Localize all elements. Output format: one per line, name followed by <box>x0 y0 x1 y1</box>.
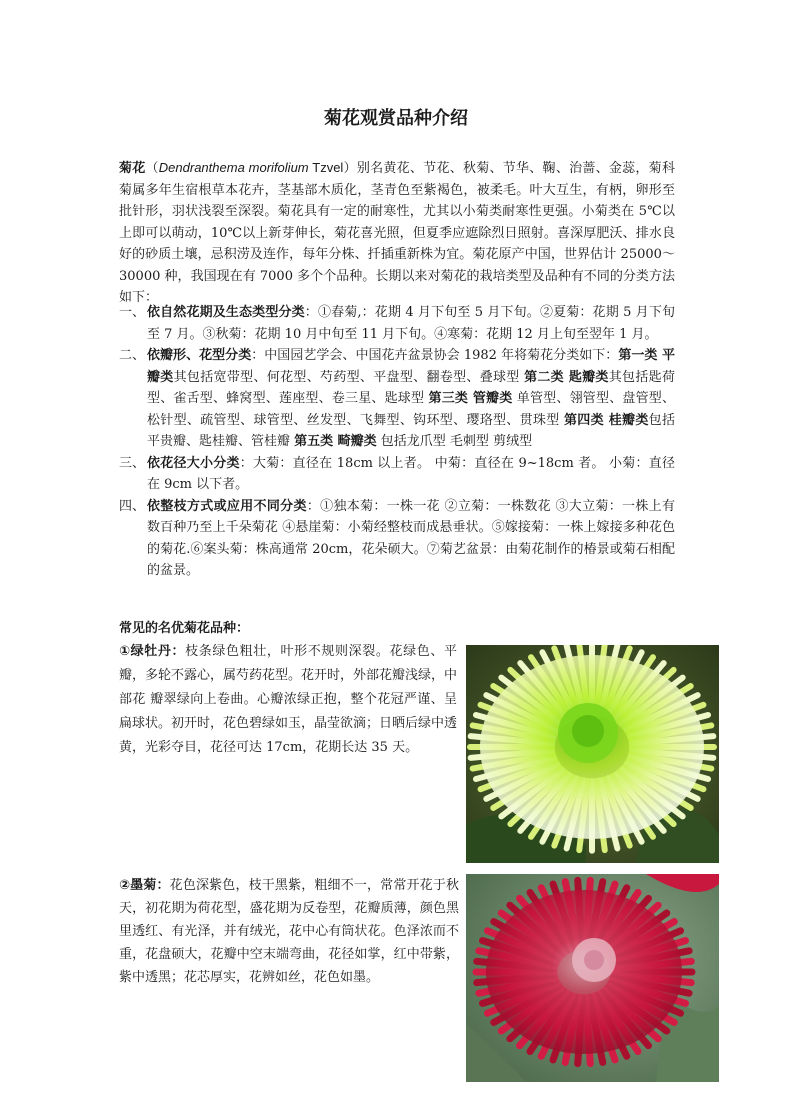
classification-list <box>119 302 675 582</box>
classification-item: 一、 依自然花期及生态类型分类：①春菊,：花期 4 月下旬至 5 月下旬。②夏菊：花期 5 月下旬至 7 月。③秋菊：花期 10 月中旬至 11 月下旬。④寒菊：花期 12 月上旬至翌年 1 月。 <box>119 305 675 342</box>
varieties-heading: 常见的名优菊花品种： <box>119 621 250 636</box>
classification-heading: 依整枝方式或应用不同分类 <box>147 498 307 514</box>
classification-heading: 依自然花期及生态类型分类 <box>147 305 305 320</box>
intro-paragraph: 菊花（Dendranthema morifolium Tzvel）别名黄花、节花、秋菊、节华、鞠、治蔷、金蕊，菊科菊属多年生宿根草本花卉，茎基部木质化，茎青色至紫褐色，被柔毛。叶大互生，有柄，卵形至批针形，羽状浅裂至深裂。菊花具有一定的耐寒性，尤其以小菊类耐寒性更强。小菊类在 5℃以上即可以萌动，10℃以上新芽伸长，菊花喜光照，但夏季应遮除烈日照射。喜深厚肥沃、排水良好的砂质土壤，忌积涝及连作，每年分株、扦插重新株为宜。菊花原产中国，世界估计 25000～30000 种，我国现在有 7000 多个个品种。长期以来对菊花的栽培类型及品种有不同的分类方法如下： <box>119 160 675 305</box>
category-label: 第一类 平瓣类 <box>147 348 675 385</box>
category-text: 包括龙爪型 毛刺型 剪绒型 <box>376 434 533 449</box>
category-label: 第二类 匙瓣类 <box>524 369 609 385</box>
variety-green-peony: ①绿牡丹：枝条绿色粗壮，叶形不规则深裂。花绿色、平瓣，多轮不露心，属芍药花型。花开时，外部花瓣浅绿，中部花 瓣翠绿向上卷曲。心瓣浓绿正抱，整个花冠严谨、呈扁球状。初开时，花色碧绿如玉，晶莹欲滴；日晒后绿中透黄，光彩夺目，花径可达 17cm，花期长达 35 天。 <box>119 644 458 755</box>
category-text: 中国园艺学会、中国花卉盆景协会 1982 年将菊花分类如下： <box>264 348 619 363</box>
category-text: 其包括匙荷型、雀舌型、蜂窝型、莲座型、卷三星、匙球型 <box>147 369 675 406</box>
green-chrysanthemum-photo <box>466 645 719 863</box>
red-chrysanthemum-photo <box>466 874 719 1082</box>
variety-name: ②墨菊 <box>119 878 157 893</box>
intro-term: 菊花 <box>119 161 146 176</box>
variety-name: ①绿牡丹 <box>119 644 172 659</box>
category-text: 其包括宽带型、何花型、芍药型、平盘型、翻卷型、叠球型 <box>173 369 525 385</box>
classification-heading: 依花径大小分类 <box>147 455 240 471</box>
page-title: 菊花观赏品种介绍 <box>324 108 468 129</box>
category-text: 单管型、翎管型、盘管型、松针型、疏管型、球管型、丝发型、飞舞型、钩环型、璎珞型、贯珠型 <box>147 391 675 428</box>
latin-name: Dendranthema morifolium <box>158 160 309 175</box>
classification-heading: 依瓣形、花型分类 <box>147 348 252 363</box>
classification-item: 二、 依瓣形、花型分类：中国园艺学会、中国花卉盆景协会 1982 年将菊花分类如下：第一类 平瓣类其包括宽带型、何花型、芍药型、平盘型、翻卷型、叠球型 第二类 匙瓣类其包括匙荷型、雀舌型、蜂窝型、莲座型、卷三星、匙球型 第三类 管瓣类 单管型、翎管型、盘管型、松针型、疏管型、球管型、丝发型、飞舞型、钩环型、璎珞型、贯珠型 第四类 桂瓣类包括平贵瓣、匙桂瓣、管桂瓣 第五类 畸瓣类 包括龙爪型 毛刺型 剪绒型 <box>119 348 675 449</box>
category-label: 第四类 桂瓣类 <box>563 412 649 428</box>
variety-ink-chrysanthemum: ②墨菊：花色深紫色，枝干黑紫，粗细不一，常常开花于秋天，初花期为荷花型，盛花期为反卷型，花瓣质薄，颜色黑里透红、有光泽，并有绒光，花中心有筒状花。色泽浓而不重，花盘硕大，花瓣中空末端弯曲，花径如掌，红中带紫，紫中透黑；花芯厚实，花辨如丝，花色如墨。 <box>119 878 459 985</box>
classification-item: 四、 依整枝方式或应用不同分类：①独本菊：一株一花 ②立菊：一株数花 ③大立菊：一株上有数百种乃至上千朵菊花 ④悬崖菊：小菊经整枝而成悬垂状。⑤嫁接菊：一株上嫁接多种花色的菊花.⑥案头菊：株高通常 20cm，花朵硕大。⑦菊艺盆景：由菊花制作的椿景或菊石相配的盆景。 <box>119 498 675 578</box>
category-label: 第三类 管瓣类 <box>428 391 513 406</box>
classification-item: 三、 依花径大小分类：大菊：直径在 18cm 以上者。 中菊：直径在 9~18cm 者。 小菊：直径在 9cm 以下者。 <box>119 455 675 492</box>
category-label: 第五类 畸瓣类 <box>294 434 377 449</box>
category-text: 包括平贵瓣、匙桂瓣、管桂瓣 <box>147 412 675 449</box>
classification-body <box>147 348 675 449</box>
